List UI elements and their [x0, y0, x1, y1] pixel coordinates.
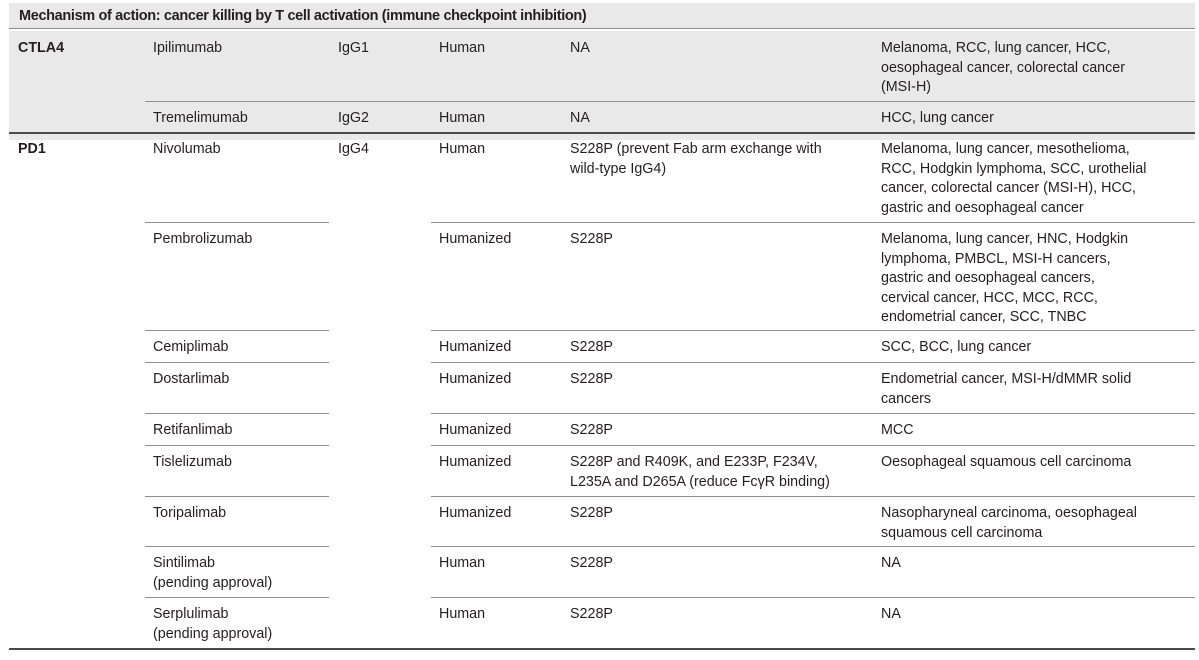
table-title-bar — [9, 3, 1195, 29]
modifications — [570, 140, 822, 179]
cell-line: squamous cell carcinoma — [881, 524, 1043, 541]
target-cell: PD1 — [18, 141, 46, 157]
origin: Humanized — [439, 505, 512, 521]
cell-line: S228P — [570, 422, 613, 438]
modifications — [570, 554, 613, 574]
isotype: IgG4 — [338, 141, 369, 157]
cell-line: Tislelizumab — [153, 454, 232, 470]
origin: Humanized — [439, 231, 512, 247]
cell-line: Melanoma, lung cancer, mesothelioma, — [881, 141, 1130, 157]
indications — [881, 109, 994, 129]
cell-line: S228P and R409K, and E233P, F234V, — [570, 454, 818, 470]
isotype: IgG1 — [338, 40, 369, 56]
row-divider — [431, 413, 1195, 414]
indications — [881, 370, 1131, 409]
row-divider — [431, 597, 1195, 598]
drug-name — [153, 504, 226, 524]
table-title: Mechanism of action: cancer killing by T cell activation (immune checkpoint inhibition) — [19, 8, 587, 24]
cell-line: Pembrolizumab — [153, 231, 253, 247]
modifications — [570, 109, 590, 129]
cell-line: Tremelimumab — [153, 110, 248, 126]
origin: Humanized — [439, 422, 512, 438]
cell-line: oesophageal cancer, colorectal cancer — [881, 59, 1125, 76]
target-cell: CTLA4 — [18, 40, 65, 56]
drug-name — [153, 140, 221, 160]
drug-name — [153, 370, 229, 390]
cell-line: S228P — [570, 231, 613, 247]
cell-line: cervical cancer, HCC, MCC, RCC, — [881, 289, 1098, 306]
indications — [881, 39, 1125, 98]
indications — [881, 554, 901, 574]
cell-line: SCC, BCC, lung cancer — [881, 339, 1032, 355]
origin: Humanized — [439, 371, 512, 387]
origin: Humanized — [439, 339, 512, 355]
cell-line: Ipilimumab — [153, 40, 223, 56]
indications — [881, 504, 1137, 543]
modifications — [570, 39, 590, 59]
modifications — [570, 370, 613, 390]
cell-line: Melanoma, RCC, lung cancer, HCC, — [881, 40, 1111, 56]
row-divider — [145, 362, 329, 363]
origin: Human — [439, 606, 486, 622]
modifications — [570, 453, 830, 492]
cell-line: NA — [881, 606, 901, 622]
cell-line: Nivolumab — [153, 141, 221, 157]
cell-line: Retifanlimab — [153, 422, 233, 438]
cell-line: cancers — [881, 390, 932, 407]
drug-name — [153, 453, 232, 473]
cell-line: Melanoma, lung cancer, HNC, Hodgkin — [881, 231, 1129, 247]
row-divider — [431, 496, 1195, 497]
cell-line: (MSI-H) — [881, 79, 932, 95]
indications — [881, 421, 914, 441]
drug-name — [153, 554, 272, 593]
cell-line: S228P — [570, 606, 613, 622]
drug-name — [153, 605, 272, 644]
row-divider — [431, 445, 1195, 446]
modifications — [570, 230, 613, 250]
origin: Human — [439, 141, 486, 157]
row-divider — [145, 413, 329, 414]
indications — [881, 230, 1128, 328]
drug-name — [153, 421, 232, 441]
cell-line: NA — [570, 40, 590, 56]
row-divider — [145, 546, 329, 547]
group-divider — [9, 132, 1195, 134]
cell-line: S228P (prevent Fab arm exchange with — [570, 141, 822, 157]
origin: Humanized — [439, 454, 512, 470]
row-divider — [145, 445, 329, 446]
row-divider — [145, 496, 329, 497]
cell-line: gastric and oesophageal cancer — [881, 199, 1084, 216]
cell-line: Dostarlimab — [153, 371, 230, 387]
row-divider — [431, 546, 1195, 547]
cell-line: Toripalimab — [153, 505, 227, 521]
row-divider — [431, 362, 1195, 363]
cell-line: NA — [570, 110, 590, 126]
cell-line: Sintilimab — [153, 555, 215, 571]
modifications — [570, 605, 613, 625]
cell-line: RCC, Hodgkin lymphoma, SCC, urothelial — [881, 160, 1147, 177]
drug-name — [153, 338, 228, 358]
cell-line: Nasopharyneal carcinoma, oesophageal — [881, 505, 1137, 521]
cell-line: NA — [881, 555, 901, 571]
isotype: IgG2 — [338, 110, 369, 126]
origin: Human — [439, 555, 486, 571]
drug-name — [153, 109, 248, 129]
cell-line: S228P — [570, 339, 613, 355]
indications — [881, 140, 1146, 218]
cell-line: Oesophageal squamous cell carcinoma — [881, 454, 1132, 470]
group-divider — [9, 648, 1195, 650]
cell-line: gastric and oesophageal cancers, — [881, 270, 1095, 286]
cell-line: endometrial cancer, SCC, TNBC — [881, 309, 1087, 325]
cell-line: Serplulimab — [153, 606, 229, 622]
row-divider — [145, 330, 329, 331]
origin: Human — [439, 40, 486, 56]
cell-line: L235A and D265A (reduce FcγR binding) — [570, 473, 830, 490]
cell-line: wild-type IgG4) — [570, 160, 667, 177]
cell-line: cancer, colorectal cancer (MSI-H), HCC, — [881, 180, 1137, 196]
cell-line: MCC — [881, 422, 914, 438]
row-divider — [431, 330, 1195, 331]
origin: Human — [439, 110, 486, 126]
modifications — [570, 338, 613, 358]
cell-line: HCC, lung cancer — [881, 110, 994, 126]
cell-line: (pending approval) — [153, 574, 273, 591]
indications — [881, 453, 1131, 473]
cell-line: Endometrial cancer, MSI-H/dMMR solid — [881, 371, 1132, 387]
modifications — [570, 504, 613, 524]
drug-name — [153, 230, 252, 250]
indications — [881, 338, 1031, 358]
indications — [881, 605, 901, 625]
cell-line: lymphoma, PMBCL, MSI-H cancers, — [881, 250, 1111, 267]
cell-line: (pending approval) — [153, 625, 273, 642]
cell-line: S228P — [570, 371, 613, 387]
cell-line: S228P — [570, 505, 613, 521]
row-divider — [431, 222, 1195, 223]
row-divider — [145, 222, 329, 223]
modifications — [570, 421, 613, 441]
row-divider — [145, 597, 329, 598]
drug-name — [153, 39, 222, 59]
cell-line: Cemiplimab — [153, 339, 229, 355]
row-divider — [145, 101, 1195, 102]
cell-line: S228P — [570, 555, 613, 571]
